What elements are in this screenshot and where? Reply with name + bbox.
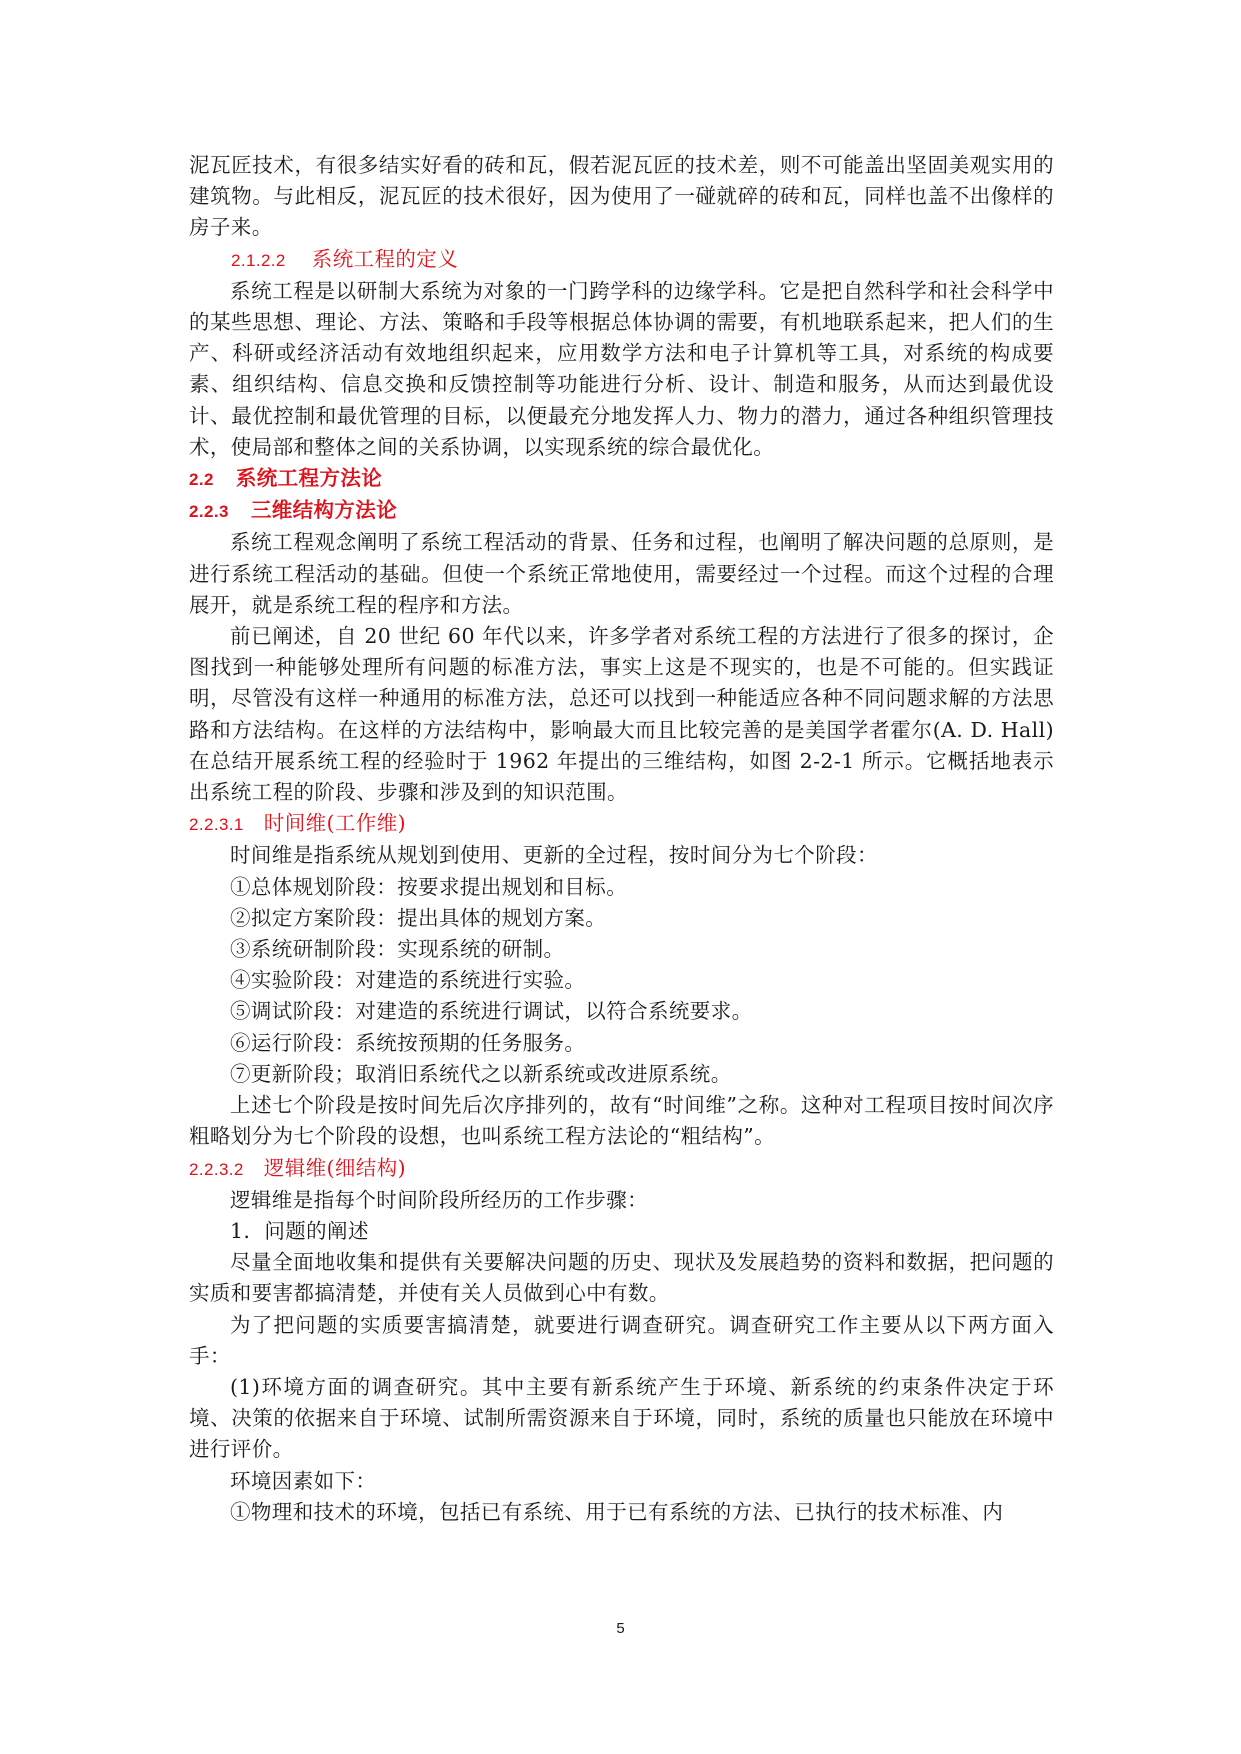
paragraph-2-2-3-a: 系统工程观念阐明了系统工程活动的背景、任务和过程，也阐明了解决问题的总原则，是进行系统工程活动的基础。但使一个系统正常地使用，需要经过一个过程。而这个过程的合理展开，就是系统工程的程序和方法。 <box>189 530 1054 617</box>
heading-title: 时间维(工作维) <box>263 811 406 836</box>
heading-number: 2.2.3.2 <box>189 1159 244 1179</box>
page-content <box>189 150 1054 1528</box>
paragraph-definition: 系统工程是以研制大系统为对象的一门跨学科的边缘学科。它是把自然科学和社会科学中的某些思想、理论、方法、策略和手段等根据总体协调的需要，有机地联系起来，把人们的生产、科研或经济活动有效地组织起来，应用数学方法和电子计算机等工具，对系统的构成要素、组织结构、信息交换和反馈控制等功能进行分析、设计、制造和服务，从而达到最优设计、最优控制和最优管理的目标，以便最充分地发挥人力、物力的潜力，通过各种组织管理技术，使局部和整体之间的关系协调，以实现系统的综合最优化。 <box>189 278 1054 459</box>
paragraph-intro: 泥瓦匠技术，有很多结实好看的砖和瓦，假若泥瓦匠的技术差，则不可能盖出坚固美观实用的建筑物。与此相反，泥瓦匠的技术很好，因为使用了一碰就碎的砖和瓦，同样也盖不出像样的房子来。 <box>189 153 1054 240</box>
page-number: 5 <box>616 1620 625 1637</box>
heading-number: 2.2 <box>189 470 214 490</box>
heading-2-2-3-2 <box>189 1153 1054 1185</box>
paragraph-env-factors: 环境因素如下： <box>230 1468 377 1493</box>
heading-title: 系统工程方法论 <box>235 466 383 491</box>
list-item-time-stage: ④实验阶段：对建造的系统进行实验。 <box>230 968 586 993</box>
heading-number: 2.2.3.1 <box>189 815 244 835</box>
heading-number: 2.1.2.2 <box>231 250 286 270</box>
paragraph-env-1: ①物理和技术的环境，包括已有系统、用于已有系统的方法、已执行的技术标准、内 <box>230 1499 1004 1524</box>
heading-2-2-3-1 <box>189 808 1054 840</box>
list-item-time-stage: ③系统研制阶段：实现系统的研制。 <box>230 937 565 962</box>
paragraph-time-intro: 时间维是指系统从规划到使用、更新的全过程，按时间分为七个阶段： <box>230 843 878 868</box>
list-item-time-stage: ⑤调试阶段：对建造的系统进行调试，以符合系统要求。 <box>230 999 753 1024</box>
heading-title: 系统工程的定义 <box>311 246 459 271</box>
heading-number: 2.2.3 <box>189 502 229 522</box>
paragraph-logic-b: 为了把问题的实质要害搞清楚，就要进行调查研究。调查研究工作主要从以下两方面入手： <box>189 1312 1054 1368</box>
list-item-logic-step: 1．问题的阐述 <box>230 1218 369 1243</box>
heading-title: 三维结构方法论 <box>250 498 398 523</box>
heading-title: 逻辑维(细结构) <box>263 1155 406 1180</box>
paragraph-logic-c: (1)环境方面的调查研究。其中主要有新系统产生于环境、新系统的约束条件决定于环境、决策的依据来自于环境、试制所需资源来自于环境，同时，系统的质量也只能放在环境中进行评价。 <box>189 1374 1054 1462</box>
paragraph-logic-intro: 逻辑维是指每个时间阶段所经历的工作步骤： <box>230 1187 648 1212</box>
list-item-time-stage: ②拟定方案阶段：提出具体的规划方案。 <box>230 905 607 930</box>
list-item-time-stage: ①总体规划阶段：按要求提出规划和目标。 <box>230 874 628 899</box>
heading-2-1-2-2 <box>189 244 1054 276</box>
list-item-time-stage: ⑦更新阶段；取消旧系统代之以新系统或改进原系统。 <box>230 1061 732 1086</box>
heading-2-2-3 <box>189 495 1054 527</box>
list-item-time-stage: ⑥运行阶段：系统按预期的任务服务。 <box>230 1030 586 1055</box>
paragraph-2-2-3-b: 前已阐述，自 20 世纪 60 年代以来，许多学者对系统工程的方法进行了很多的探讨，企图找到一种能够处理所有问题的标准方法，事实上这是不现实的，也是不可能的。但实践证明，尽管没有这样一种通用的标准方法，总还可以找到一种能适应各种不同问题求解的方法思路和方法结构。在这样的方法结构中，影响最大而且比较完善的是美国学者霍尔(A. D. Hall)在总结开展系统工程的经验时于 1962 年提出的三维结构，如图 2-2-1 所示。它概括地表示出系统工程的阶段、步骤和涉及到的知识范围。 <box>189 624 1055 805</box>
heading-2-2 <box>189 463 1054 495</box>
paragraph-time-summary: 上述七个阶段是按时间先后次序排列的，故有“时间维”之称。这种对工程项目按时间次序粗略划分为七个阶段的设想，也叫系统工程方法论的“粗结构”。 <box>189 1093 1054 1149</box>
paragraph-logic-a: 尽量全面地收集和提供有关要解决问题的历史、现状及发展趋势的资料和数据，把问题的实质和要害都搞清楚，并使有关人员做到心中有数。 <box>189 1250 1054 1306</box>
